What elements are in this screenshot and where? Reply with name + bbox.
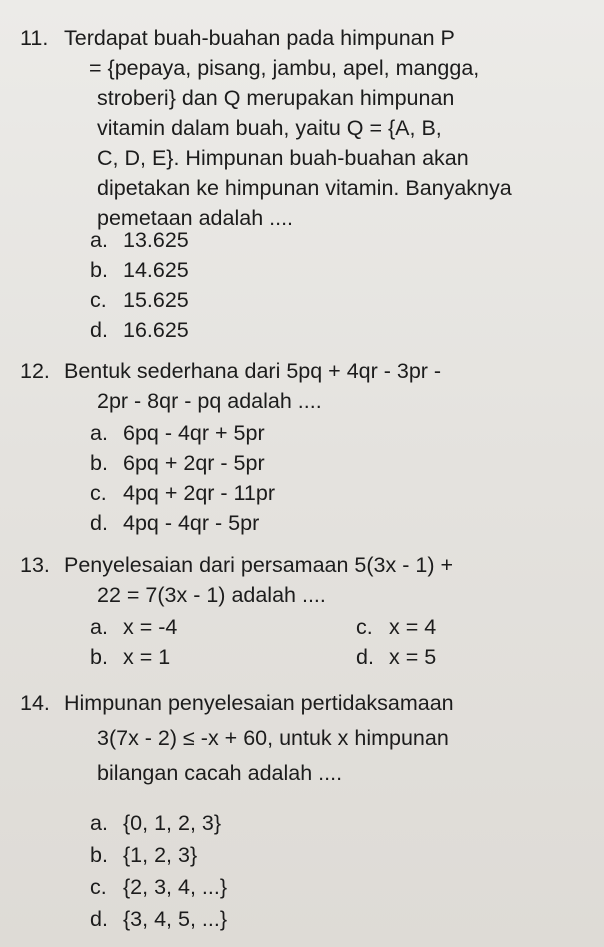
option-11-d[interactable] <box>90 315 189 345</box>
option-letter: d. <box>90 318 108 342</box>
option-letter: c. <box>90 481 107 505</box>
option-text: 14.625 <box>123 258 189 282</box>
question-line <box>20 356 590 386</box>
option-text: x = 4 <box>389 615 437 639</box>
option-letter: c. <box>90 875 107 899</box>
option-letter: c. <box>90 288 107 312</box>
option-text: 4pq - 4qr - 5pr <box>123 511 260 535</box>
option-letter: c. <box>356 615 373 639</box>
option-letter: a. <box>90 811 108 835</box>
option-text: 6pq + 2qr - 5pr <box>123 451 265 475</box>
question-line: vitamin dalam buah, yaitu Q = {A, B, <box>97 116 442 140</box>
question-line <box>20 688 590 718</box>
option-text: {3, 4, 5, ...} <box>123 907 227 931</box>
option-text: {1, 2, 3} <box>123 843 198 867</box>
option-text: x = 5 <box>389 645 437 669</box>
option-12-c[interactable] <box>90 478 275 508</box>
option-text: {0, 1, 2, 3} <box>123 811 222 835</box>
option-text: 6pq - 4qr + 5pr <box>123 421 265 445</box>
option-letter: d. <box>356 645 374 669</box>
question-text: Bentuk sederhana dari 5pq + 4qr - 3pr - <box>64 359 442 383</box>
option-letter: b. <box>90 843 108 867</box>
question-number: 12. <box>20 359 50 383</box>
option-12-a[interactable] <box>90 418 265 448</box>
question-line: 3(7x - 2) ≤ -x + 60, untuk x himpunan <box>97 726 449 750</box>
option-letter: d. <box>90 511 108 535</box>
question-line <box>20 550 590 580</box>
option-11-b[interactable] <box>90 255 189 285</box>
option-11-a[interactable] <box>90 225 189 255</box>
option-14-a[interactable] <box>90 808 221 838</box>
question-line: = {pepaya, pisang, jambu, apel, mangga, <box>89 56 480 80</box>
option-12-b[interactable] <box>90 448 265 478</box>
option-13-a[interactable] <box>90 612 177 642</box>
option-text: 16.625 <box>123 318 189 342</box>
option-11-c[interactable] <box>90 285 189 315</box>
option-14-c[interactable] <box>90 872 227 902</box>
question-text: Himpunan penyelesaian pertidaksamaan <box>64 691 454 715</box>
question-line: C, D, E}. Himpunan buah-buahan akan <box>97 146 469 170</box>
question-14 <box>20 688 590 788</box>
option-letter: a. <box>90 421 108 445</box>
question-line: stroberi} dan Q merupakan himpunan <box>97 86 455 110</box>
option-letter: a. <box>90 228 108 252</box>
option-14-d[interactable] <box>90 904 227 934</box>
question-12 <box>20 356 590 416</box>
question-line: dipetakan ke himpunan vitamin. Banyaknya <box>97 176 512 200</box>
option-text: x = -4 <box>123 615 178 639</box>
question-line <box>20 23 590 53</box>
option-letter: a. <box>90 615 108 639</box>
question-number: 11. <box>20 26 49 50</box>
option-letter: b. <box>90 451 108 475</box>
option-text: 13.625 <box>123 228 189 252</box>
option-letter: d. <box>90 907 108 931</box>
option-12-d[interactable] <box>90 508 259 538</box>
question-line: 2pr - 8qr - pq adalah .... <box>97 389 322 413</box>
question-line: pemetaan adalah .... <box>97 206 294 230</box>
option-text: {2, 3, 4, ...} <box>123 875 227 899</box>
option-letter: b. <box>90 645 108 669</box>
question-line: bilangan cacah adalah .... <box>97 761 343 785</box>
question-13 <box>20 550 590 610</box>
option-letter: b. <box>90 258 108 282</box>
question-number: 14. <box>20 691 50 715</box>
option-13-b[interactable] <box>90 642 170 672</box>
question-line: 22 = 7(3x - 1) adalah .... <box>97 583 326 607</box>
question-11 <box>20 23 590 233</box>
option-text: 15.625 <box>123 288 189 312</box>
option-14-b[interactable] <box>90 840 197 870</box>
question-text: Terdapat buah-buahan pada himpunan P <box>64 26 455 50</box>
option-text: 4pq + 2qr - 11pr <box>123 481 275 505</box>
question-text: Penyelesaian dari persamaan 5(3x - 1) + <box>64 553 454 577</box>
question-number: 13. <box>20 553 50 577</box>
option-13-d[interactable] <box>356 642 436 672</box>
option-text: x = 1 <box>123 645 171 669</box>
option-13-c[interactable] <box>356 612 436 642</box>
